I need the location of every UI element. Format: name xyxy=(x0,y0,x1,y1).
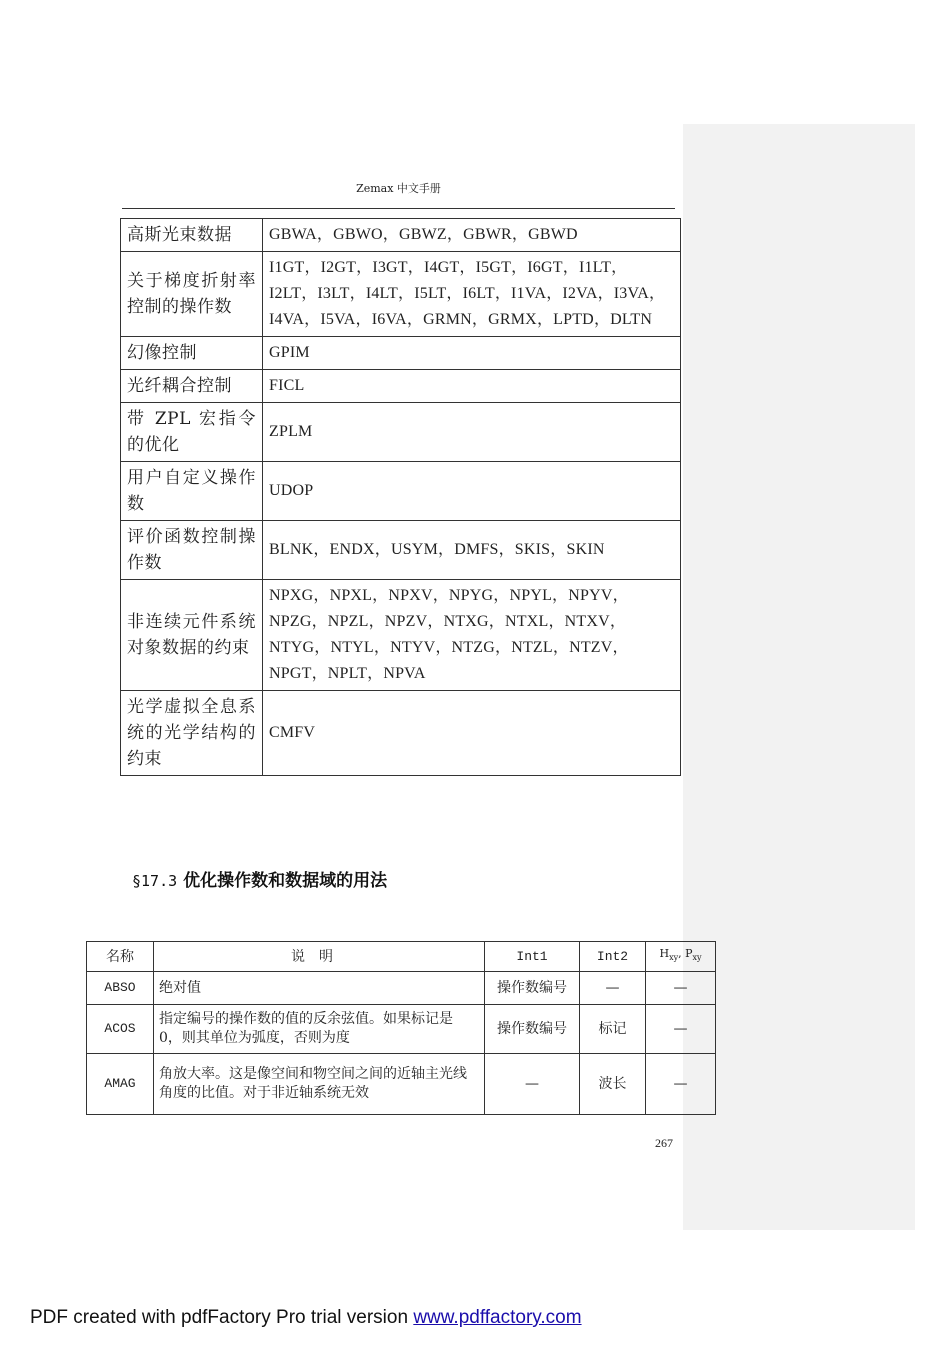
table-row xyxy=(121,337,681,370)
table-row xyxy=(121,252,681,337)
operands-cell: ZPLM xyxy=(263,403,681,462)
category-cell: 高斯光束数据 xyxy=(121,219,263,252)
section-number: §17.3 xyxy=(132,872,178,890)
section-title-text: 优化操作数和数据域的用法 xyxy=(183,871,388,891)
operand-int2: 波长 xyxy=(580,1054,646,1115)
page-number: 267 xyxy=(655,1136,673,1150)
operand-description: 角放大率。这是像空间和物空间之间的近轴主光线角度的比值。对于非近轴系统无效 xyxy=(154,1054,485,1115)
category-cell: 非连续元件系统对象数据的约束 xyxy=(121,580,263,691)
operands-cell: UDOP xyxy=(263,462,681,521)
comment-margin-panel xyxy=(683,124,915,1230)
category-cell: 幻像控制 xyxy=(121,337,263,370)
operand-hxy: — xyxy=(646,972,716,1005)
operands-cell: FICL xyxy=(263,370,681,403)
header-h-label: H xyxy=(659,947,670,961)
operand-int1: — xyxy=(485,1054,580,1115)
header-separator: , xyxy=(678,947,686,961)
operand-category-table xyxy=(120,218,681,776)
operands-cell: I1GT，I2GT，I3GT，I4GT，I5GT，I6GT，I1LT，I2LT，I3LT，I4LT，I5LT，I6LT，I1VA，I2VA，I3VA，I4VA，I5VA，I6VA，GRMN，GRMX，LPTD，DLTN xyxy=(263,252,681,337)
table-row xyxy=(121,691,681,776)
table-row xyxy=(87,1005,716,1054)
operand-name: ACOS xyxy=(87,1005,154,1054)
operands-cell: CMFV xyxy=(263,691,681,776)
category-cell: 评价函数控制操作数 xyxy=(121,521,263,580)
operand-hxy: — xyxy=(646,1005,716,1054)
header-description: 说明 xyxy=(154,942,485,972)
table-header-row xyxy=(87,942,716,972)
table-row xyxy=(121,521,681,580)
header-name: 名称 xyxy=(87,942,154,972)
operand-usage-table xyxy=(86,941,716,1115)
section-heading xyxy=(132,866,387,891)
header-int2: Int2 xyxy=(580,942,646,972)
operand-description: 绝对值 xyxy=(154,972,485,1005)
table-row xyxy=(121,462,681,521)
operand-hxy: — xyxy=(646,1054,716,1115)
operand-name: AMAG xyxy=(87,1054,154,1115)
table-row xyxy=(87,972,716,1005)
category-cell: 关于梯度折射率控制的操作数 xyxy=(121,252,263,337)
operand-int2: — xyxy=(580,972,646,1005)
header-divider xyxy=(122,208,675,209)
operands-cell: GBWA，GBWO，GBWZ，GBWR，GBWD xyxy=(263,219,681,252)
category-cell: 用户自定义操作数 xyxy=(121,462,263,521)
operand-name: ABSO xyxy=(87,972,154,1005)
table-row xyxy=(121,219,681,252)
category-cell: 光学虚拟全息系统的光学结构的约束 xyxy=(121,691,263,776)
footer-text: PDF created with pdfFactory Pro trial version xyxy=(30,1307,414,1328)
table-row xyxy=(121,403,681,462)
header-h-subscript: xy xyxy=(669,953,679,963)
pdf-footer xyxy=(30,1307,582,1329)
table-row xyxy=(121,370,681,403)
footer-link[interactable]: www.pdffactory.com xyxy=(413,1307,582,1328)
operands-cell: BLNK，ENDX，USYM，DMFS，SKIS，SKIN xyxy=(263,521,681,580)
header-hxy-pxy xyxy=(646,942,716,972)
page-header-title: Zemax 中文手册 xyxy=(356,182,441,195)
operands-cell: NPXG，NPXL，NPXV，NPYG，NPYL，NPYV，NPZG，NPZL，NPZV，NTXG，NTXL，NTXV，NTYG，NTYL，NTYV，NTZG，NTZL，NTZV，NPGT，NPLT，NPVA xyxy=(263,580,681,691)
operand-description: 指定编号的操作数的值的反余弦值。如果标记是 0，则其单位为弧度，否则为度 xyxy=(154,1005,485,1054)
header-int1: Int1 xyxy=(485,942,580,972)
table-row xyxy=(87,1054,716,1115)
category-cell: 光纤耦合控制 xyxy=(121,370,263,403)
table-row xyxy=(121,580,681,691)
operand-int2: 标记 xyxy=(580,1005,646,1054)
category-cell: 带 ZPL 宏指令的优化 xyxy=(121,403,263,462)
operand-int1: 操作数编号 xyxy=(485,972,580,1005)
operand-int1: 操作数编号 xyxy=(485,1005,580,1054)
header-p-label: P xyxy=(685,947,693,961)
header-p-subscript: xy xyxy=(692,953,702,963)
operands-cell: GPIM xyxy=(263,337,681,370)
